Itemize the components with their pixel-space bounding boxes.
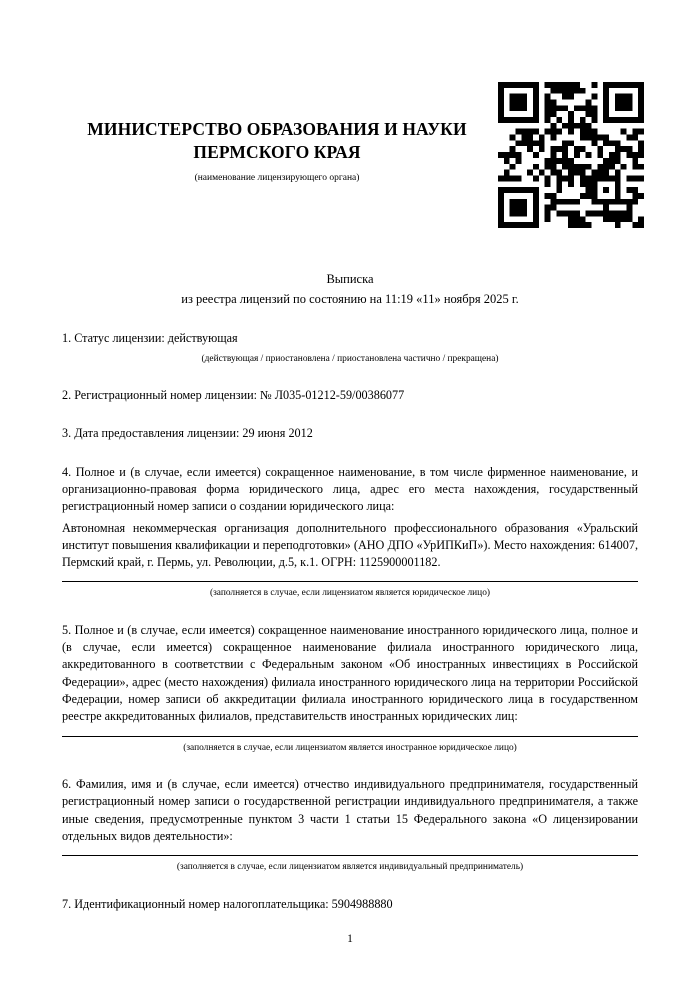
organization-title bbox=[62, 118, 492, 164]
section-foreign-entity-hint: (заполняется в случае, если лицензиатом является иностранное юридическое лицо) bbox=[183, 742, 517, 753]
organization-subtitle: (наименование лицензирующего органа) bbox=[194, 173, 360, 184]
organization-title-line1: МИНИСТЕРСТВО ОБРАЗОВАНИЯ И НАУКИ bbox=[87, 119, 467, 139]
organization-title-line2: ПЕРМСКОГО КРАЯ bbox=[193, 142, 361, 163]
section-taxpayer-number-text: 7. Идентификационный номер налогоплательщика: 5904988880 bbox=[62, 896, 393, 911]
divider bbox=[62, 581, 638, 582]
section-individual-entrepreneur-hint: (заполняется в случае, если лицензиатом является индивидуальный предприниматель) bbox=[176, 862, 524, 873]
qr-code-icon bbox=[498, 82, 644, 228]
section-individual-entrepreneur bbox=[62, 776, 638, 875]
section-legal-entity bbox=[62, 464, 638, 601]
section-date bbox=[62, 425, 638, 442]
divider bbox=[62, 855, 638, 856]
document-title bbox=[62, 269, 638, 309]
document-title-line1: Выписка bbox=[326, 272, 374, 287]
section-legal-entity-hint: (заполняется в случае, если лицензиатом является юридическое лицо) bbox=[209, 588, 490, 599]
divider bbox=[62, 736, 638, 737]
section-status bbox=[62, 330, 638, 366]
section-date-text: 3. Дата предоставления лицензии: 29 июня 2012 bbox=[62, 426, 313, 441]
section-individual-entrepreneur-text: 6. Фамилия, имя и (в случае, если имеется) отчество индивидуального предпринимателя, государственный регистрационный номер записи о государственной регистрации индивидуального предпринимателя, а также иные сведения, предусмотренные пунктом 3 части 1 статьи 15 Федерального закона «О лицензировании отдельных видов деятельности»: bbox=[62, 777, 638, 844]
document-header bbox=[62, 0, 492, 183]
section-taxpayer-number bbox=[62, 896, 638, 913]
section-foreign-entity bbox=[62, 622, 638, 755]
section-status-text: 1. Статус лицензии: действующая bbox=[62, 331, 238, 346]
qr-code-svg bbox=[498, 82, 644, 228]
section-registration-number-text: 2. Регистрационный номер лицензии: № Л035-01212-59/00386077 bbox=[62, 387, 405, 402]
section-registration-number bbox=[62, 387, 638, 404]
section-foreign-entity-text: 5. Полное и (в случае, если имеется) сокращенное наименование иностранного юридического лица, полное и (в случае, если имеется) сокращенное наименование филиала иностранного юридического лица, аккредитованного в соответствии с Федеральным законом «Об иностранных инвестициях в Российской Федерации», адрес (место нахождения) филиала иностранного юридического лица на территории Российской Федерации, номер записи об аккредитации филиала иностранного юридического лица в государственном реестре аккредитованных филиалов, представительств иностранных юридических лиц: bbox=[62, 622, 638, 724]
document-title-line2: из реестра лицензий по состоянию на 11:19 «11» ноября 2025 г. bbox=[181, 292, 519, 307]
section-legal-entity-body: Автономная некоммерческая организация дополнительного профессионального образования «Уральский институт повышения квалификации и переподготовки» (АНО ДПО «УрИПКиП»). Место нахождения: 614007, Пермский край, г. Пермь, ул. Революции, д.5, к.1. ОГРН: 1125900001182. bbox=[62, 520, 638, 570]
section-status-hint: (действующая / приостановлена / приостановлена частично / прекращена) bbox=[201, 353, 499, 364]
page-number: 1 bbox=[347, 933, 353, 945]
section-legal-entity-text: 4. Полное и (в случае, если имеется) сокращенное наименование, в том числе фирменное наименование, и организационно-правовая форма юридического лица, адрес его места нахождения, государственный регистрационный номер записи о создании юридического лица: bbox=[62, 464, 638, 514]
